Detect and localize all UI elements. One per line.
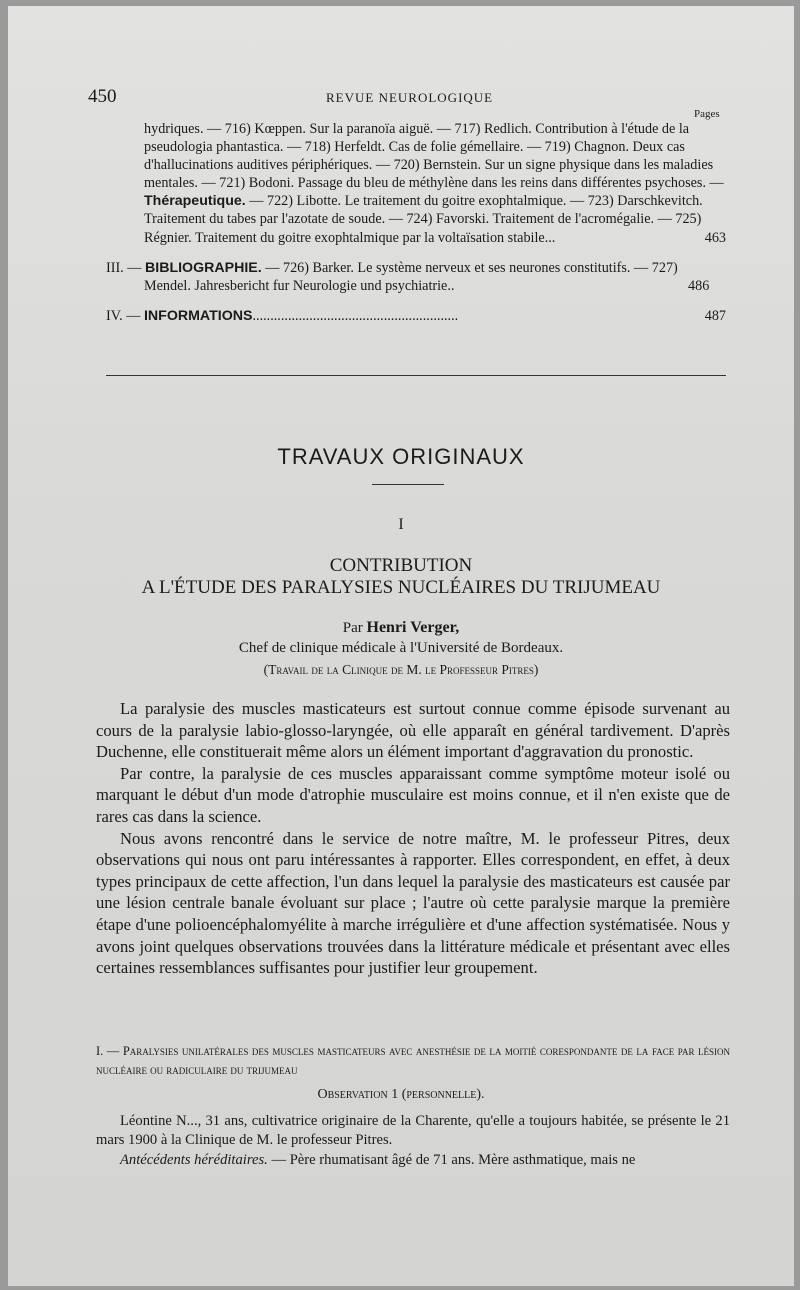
toc-entry-bibliographie: III. — BIBLIOGRAPHIE. — 726) Barker. Le système nerveux et ses neurones constitutifs. — 727) Mendel. Jahresbericht fur Neurologie und psychiatrie.. 486 [106, 259, 710, 294]
paragraph: Nous avons rencontré dans le service de notre maître, M. le professeur Pitres, deux observations qui nous ont paru intéressantes à rapporter. Elles correspondent, en effet, à deux types principaux de cette affection, l'un dans lequel la paralysie des masticateurs est causée par une lésion centrale banale évoluant sur place ; l'autre où cette paralysie marque la première étape d'une polioencéphalomyélite à marche irrégulière et d'une affection systématisée. Nous y avons joint quelques observations trouvées dans la littérature médicale et présentant avec elles certaines ressemblances suffisantes pour justifier leur groupement. [96, 828, 730, 978]
observation-text-run: — Père rhumatisant âgé de 71 ans. Mère asthmatique, mais ne [271, 1151, 636, 1168]
toc-entry-informations [106, 307, 726, 325]
author-by: Par [342, 620, 363, 636]
observation-paragraph [96, 1151, 730, 1170]
paragraph: Par contre, la paralysie de ces muscles apparaissant comme symptôme moteur isolé ou marquant le début d'un mode d'atrophie musculaire est moins connue, et il n'en existe que de rares cas dans la science. [96, 763, 730, 826]
toc-page-number: 487 [704, 307, 726, 324]
author-name: Henri Verger, [366, 619, 460, 636]
subsection-heading [96, 1042, 730, 1080]
divider-rule [106, 375, 726, 376]
subsection-heading-text: I. — Paralysies unilatérales des muscles masticateurs avec anesthésie de la moitié corespondante de la face par lésion nucléaire ou radiculaire du trijumeau [96, 1044, 730, 1077]
section-title: TRAVAUX ORIGINAUX [277, 444, 525, 469]
toc-section-label: BIBLIOGRAPHIE. [145, 259, 262, 276]
page-number: 450 [88, 86, 117, 107]
title-underline [372, 484, 444, 485]
pages-label: Pages [694, 108, 720, 120]
table-of-contents [106, 120, 726, 325]
toc-text-tail: — 722) Libotte. Le traitement du goitre exophtalmique. — 723) Darschkevitch. Traitement du tabes par l'azotate de soude. — 724) Favorski. Traitement de l'acromégalie. — 725) Régnier. Traitement du goitre exophtalmique par la voltaïsation stabile... [144, 193, 703, 246]
toc-section-label: INFORMATIONS [143, 307, 253, 324]
article-body [96, 698, 730, 979]
toc-section-text: — 726) Barker. Le système nerveux et ses neurones constitutifs. — 727) Mendel. Jahresbericht fur Neurologie und psychiatrie.. [144, 259, 678, 294]
observation-label: Antécédents héréditaires. [120, 1151, 268, 1168]
toc-section-number: IV. — [106, 307, 141, 324]
author-block [8, 618, 794, 658]
article-numeral: I [398, 516, 404, 533]
toc-entry-therapeutics [106, 120, 726, 247]
clinic-note: (Travail de la Clinique de M. le Professeur Pitres) [263, 662, 539, 677]
paragraph: La paralysie des muscles masticateurs est surtout connue comme épisode survenant au cours de la paralysie labio-glosso-laryngée, où elle apparaît en général tardivement. D'après Duchenne, elle constituerait même alors un élément important d'aggravation du pronostic. [96, 699, 730, 762]
document-page [8, 6, 794, 1286]
toc-text: hydriques. — 716) Kœppen. Sur la paranoïa aiguë. — 717) Redlich. Contribution à l'étude de la pseudologia phantastica. — 718) Herfeldt. Cas de folie gémellaire. — 719) Chagnon. Deux cas d'hallucinations auditives périphériques. — 720) Bernstein. Sur un signe physique dans les maladies mentales. — 721) Bodoni. Passage du bleu de méthylène dans les reins dans différentes psychoses. — [144, 121, 724, 192]
toc-leader-dots: .......................................................... [252, 307, 459, 324]
toc-section-number: III. — [106, 259, 142, 276]
toc-therapeutique-label: Thérapeutique. [144, 193, 246, 210]
observation-text [96, 1112, 730, 1170]
article-title [8, 555, 794, 599]
observation-paragraph: Léontine N..., 31 ans, cultivatrice originaire de la Charente, qu'elle a toujours habitée, se présente le 21 mars 1900 à la Clinique de M. le professeur Pitres. [96, 1113, 730, 1149]
author-role: Chef de clinique médicale à l'Université de Bordeaux. [238, 640, 564, 656]
observation-title: Observation 1 (personnelle). [317, 1087, 485, 1102]
article-title-line1: CONTRIBUTION [329, 555, 473, 576]
article-title-line2: A L'ÉTUDE DES PARALYSIES NUCLÉAIRES DU TRIJUMEAU [141, 577, 661, 598]
running-title: REVUE NEUROLOGIQUE [326, 90, 494, 105]
toc-page-number: 463 [704, 229, 726, 246]
